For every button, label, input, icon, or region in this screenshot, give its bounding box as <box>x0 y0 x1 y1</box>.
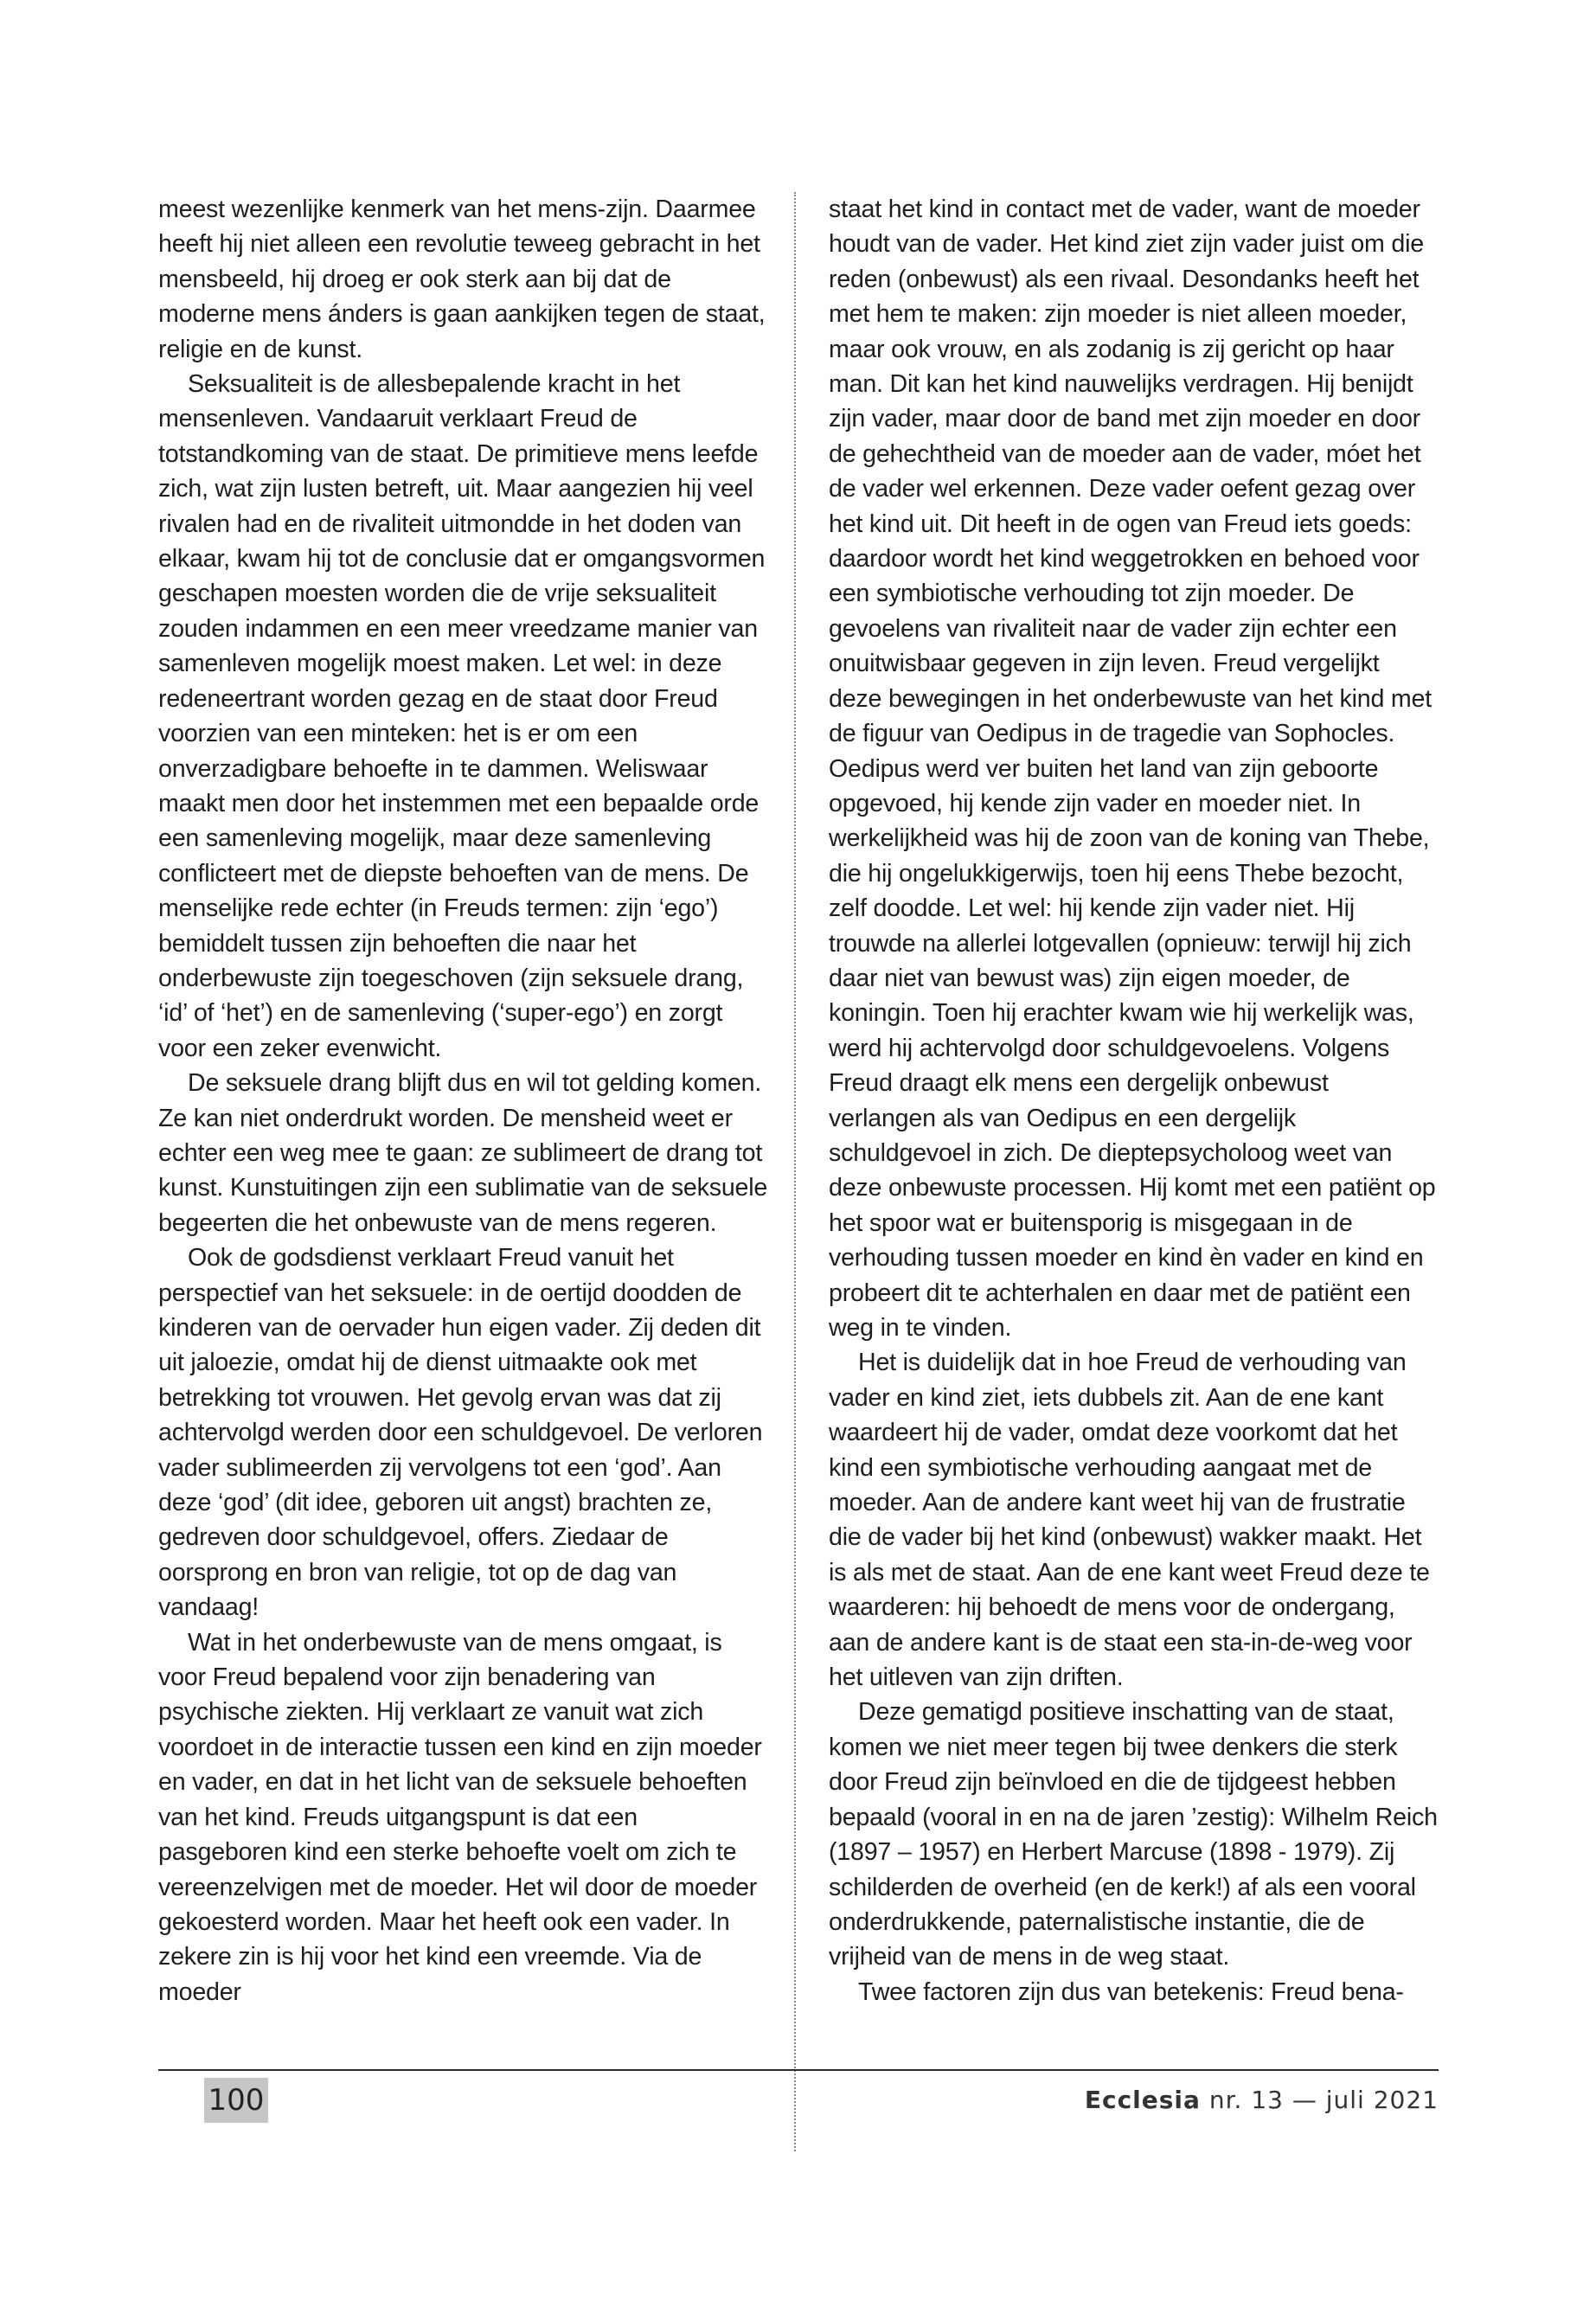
left-text-column <box>158 192 768 2009</box>
paragraph: staat het kind in contact met de vader, want de moeder houdt van de vader. Het kind ziet zijn vader juist om die reden (onbewust) als een rivaal. Desondanks heeft het met hem te maken: zijn moeder is niet alleen moeder, maar ook vrouw, en als zodanig is zij gericht op haar man. Dit kan het kind nauwelijks verdragen. Hij benijdt zijn vader, maar door de band met zijn moeder en door de gehechtheid van de moeder aan de vader, móet het de vader wel erkennen. Deze vader oefent gezag over het kind uit. Dit heeft in de ogen van Freud iets goeds: daardoor wordt het kind weggetrokken en behoed voor een symbiotische verhouding tot zijn moeder. De gevoelens van rivaliteit naar de vader zijn echter een onuitwisbaar gegeven in zijn leven. Freud vergelijkt deze bewegingen in het onderbewuste van het kind met de figuur van Oedipus in de tragedie van Sophocles. Oedipus werd ver buiten het land van zijn geboorte opgevoed, hij kende zijn vader en moeder niet. In werkelijkheid was hij de zoon van de koning van Thebe, die hij ongelukkigerwijs, toen hij eens Thebe bezocht, zelf doodde. Let wel: hij kende zijn vader niet. Hij trouwde na allerlei lotgevallen (opnieuw: terwijl hij zich daar niet van bewust was) zijn eigen moeder, de koningin. Toen hij erachter kwam wie hij werkelijk was, werd hij achtervolgd door schuldgevoelens. Volgens Freud draagt elk mens een dergelijk onbewust verlangen als van Oedipus en een dergelijk schuldgevoel in zich. De dieptepsycholoog weet van deze onbewuste processen. Hij komt met een patiënt op het spoor wat er buitensporig is misgegaan in de verhouding tussen moeder en kind èn vader en kind en probeert dit te achterhalen en daar met de patiënt een weg in te vinden. <box>829 195 1436 1342</box>
issue-info: nr. 13 — juli 2021 <box>1208 2086 1439 2114</box>
paragraph: Wat in het onderbewuste van de mens omgaat, is voor Freud bepalend voor zijn benadering van psychische ziekten. Hij verklaart ze vanuit wat zich voordoet in de interactie tussen een kind en zijn moeder en vader, en dat in het licht van de seksuele behoeften van het kind. Freuds uitgangspunt is dat een pasgeboren kind een sterke behoefte voelt om zich te vereenzelvigen met de moeder. Het wil door de moeder gekoesterd worden. Maar het heeft ook een vader. In zekere zin is hij voor het kind een vreemde. Via de moeder <box>158 1628 762 2006</box>
right-text-column <box>829 192 1439 2009</box>
paragraph: Twee factoren zijn dus van betekenis: Freud bena- <box>858 1977 1404 2006</box>
paragraph: Seksualiteit is de allesbepalende kracht in het mensenleven. Vandaaruit verklaart Freud de totstandkoming van de staat. De primitieve mens leefde zich, wat zijn lusten betreft, uit. Maar aangezien hij veel rivalen had en de rivaliteit uitmondde in het doden van elkaar, kwam hij tot de conclusie dat er omgangsvormen geschapen moesten worden die de vrije seksualiteit zouden indammen en een meer vreedzame manier van samenleven mogelijk moest maken. Let wel: in deze redeneertrant worden gezag en de staat door Freud voorzien van een minteken: het is er om een onverzadigbare behoefte in te dammen. Weliswaar maakt men door het instemmen met een bepaalde orde een samenleving mogelijk, maar deze samenleving conflicteert met de diepste behoeften van de mens. De menselijke rede echter (in Freuds termen: zijn ‘ego’) bemiddelt tussen zijn behoeften die naar het onderbewuste zijn toegeschoven (zijn seksuele drang, ‘id’ of ‘het’) en de samenleving (‘super-ego’) en zorgt voor een zeker evenwicht. <box>158 370 766 1062</box>
footer-rule <box>158 2069 1439 2071</box>
paragraph: De seksuele drang blijft dus en wil tot gelding komen. Ze kan niet onderdrukt worden. De mensheid weet er echter een weg mee te gaan: ze sublimeert de drang tot kunst. Kunstuitingen zijn een sublimatie van de seksuele begeerten die het onbewuste van de mens regeren. <box>158 1069 768 1237</box>
column-divider <box>794 192 796 2151</box>
paragraph: meest wezenlijke kenmerk van het mens-zijn. Daarmee heeft hij niet alleen een revolutie teweeg gebracht in het mensbeeld, hij droeg er ook sterk aan bij dat de moderne mens ánders is gaan aankijken tegen de staat, religie en de kunst. <box>158 195 766 363</box>
journal-name: Ecclesia <box>1084 2086 1201 2114</box>
paragraph: Het is duidelijk dat in hoe Freud de verhouding van vader en kind ziet, iets dubbels zit. Aan de ene kant waardeert hij de vader, omdat deze voorkomt dat het kind een symbiotische verhouding aangaat met de moeder. Aan de andere kant weet hij van de frustratie die de vader bij het kind (onbewust) wakker maakt. Het is als met de staat. Aan de ene kant weet Freud deze te waarderen: hij behoedt de mens voor de ondergang, aan de andere kant is de staat een sta-in-de-weg voor het uitleven van zijn driften. <box>829 1349 1430 1692</box>
page-number: 100 <box>204 2078 268 2123</box>
paragraph: Ook de godsdienst verklaart Freud vanuit het perspectief van het seksuele: in de oertijd doodden de kinderen van de oervader hun eigen vader. Zij deden dit uit jaloezie, omdat hij de dienst uitmaakte ook met betrekking tot vrouwen. Het gevolg ervan was dat zij achtervolgd werden door een schuldgevoel. De verloren vader sublimeerden zij vervolgens tot een ‘god’. Aan deze ‘god’ (dit idee, geboren uit angst) brachten ze, gedreven door schuldgevoel, offers. Ziedaar de oorsprong en bron van religie, tot op de dag van vandaag! <box>158 1244 763 1622</box>
footer-journal-info <box>1085 2080 1439 2121</box>
paragraph: Deze gematigd positieve inschatting van de staat, komen we niet meer tegen bij twee denkers die sterk door Freud zijn beïnvloed en die de tijdgeest hebben bepaald (vooral in en na de jaren ’zestig): Wilhelm Reich (1897 – 1957) en Herbert Marcuse (1898 - 1979). Zij schilderden de overheid (en de kerk!) af als een vooral onderdrukkende, paternalistische instantie, die de vrijheid van de mens in de weg staat. <box>829 1698 1438 1971</box>
